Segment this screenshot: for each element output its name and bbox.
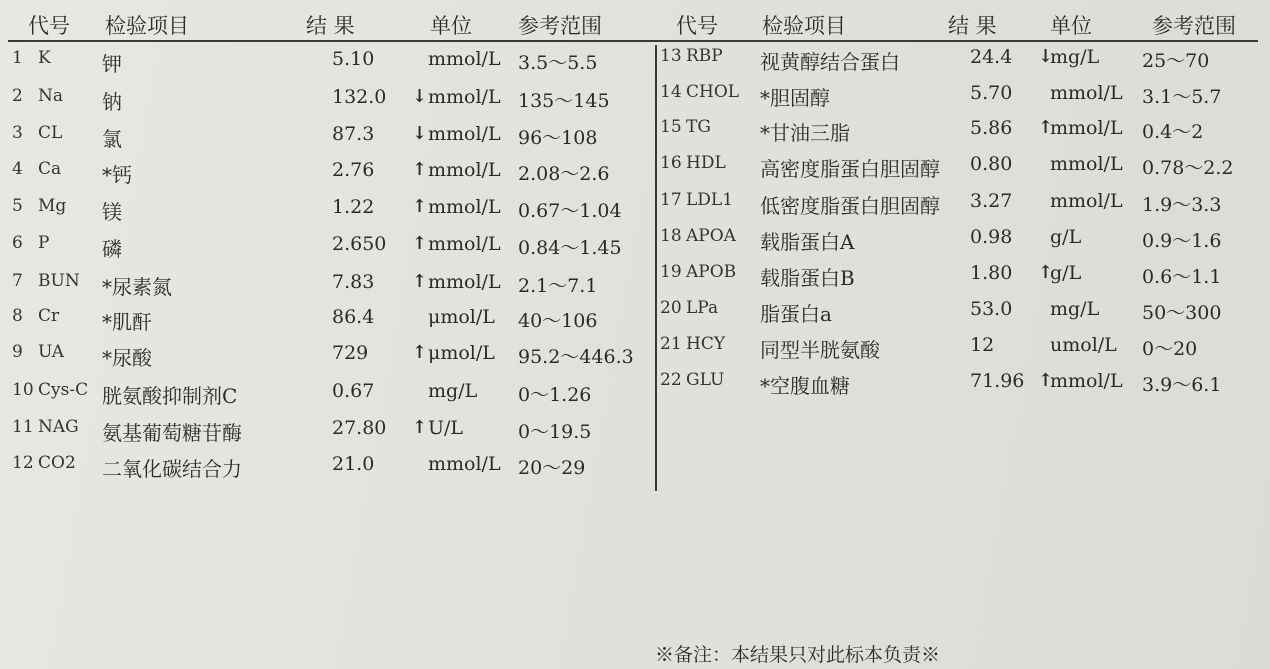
test-code: Na [38,86,64,106]
result-value: 53.0 [970,298,1013,320]
row-number: 10 [12,380,34,400]
header-code: 代号 [676,14,718,38]
row-number: 14 [660,82,682,102]
result-value: 5.70 [970,82,1013,104]
result-value: 0.80 [970,153,1013,175]
row-number: 20 [660,298,682,318]
header-unit: 单位 [1050,14,1092,38]
abnormal-flag: ↑ [1038,262,1054,283]
header-item: 检验项目 [762,14,846,38]
test-name: 同型半胱氨酸 [760,338,880,362]
test-code: K [38,48,51,68]
header-unit: 单位 [430,14,472,38]
test-code: APOB [686,262,737,282]
row-number: 7 [12,271,23,291]
test-name: 磷 [102,237,122,261]
reference-range: 40～106 [518,310,598,332]
reference-range: 0.78～2.2 [1142,157,1234,179]
reference-range: 3.9～6.1 [1142,374,1222,396]
reference-range: 0.4～2 [1142,121,1204,143]
unit-label: mmol/L [428,123,501,145]
reference-range: 2.08～2.6 [518,163,610,185]
unit-label: mmol/L [428,86,501,108]
test-name: 镁 [102,200,122,224]
header-divider [8,40,1258,42]
table-header-right [0,4,1270,40]
row-number: 8 [12,306,23,326]
test-name: 载脂蛋白B [760,266,855,290]
test-code: RBP [686,46,723,66]
unit-label: mmol/L [428,48,501,70]
test-code: HCY [686,334,726,354]
test-name: 低密度脂蛋白胆固醇 [760,194,940,218]
result-value: 5.86 [970,117,1013,139]
row-number: 19 [660,262,682,282]
test-code: LPa [686,298,719,318]
unit-label: mmol/L [428,271,501,293]
abnormal-flag: ↑ [412,196,428,217]
header-range: 参考范围 [1152,14,1236,38]
test-code: TG [686,117,711,137]
test-name: *尿素氮 [102,275,172,299]
table-row [0,298,1270,334]
test-name: *钙 [102,163,132,187]
result-value: 0.67 [332,380,375,402]
table-row [0,262,1270,298]
result-value: 1.22 [332,196,375,218]
abnormal-flag: ↓ [412,86,428,107]
reference-range: 96～108 [518,127,598,149]
test-name: 脂蛋白a [760,302,832,326]
report-footnote: ※备注：本结果只对此标本负责※ [655,644,941,666]
abnormal-flag: ↑ [412,233,428,254]
table-row [0,46,1270,82]
test-name: *胆固醇 [760,86,830,110]
row-number: 13 [660,46,682,66]
unit-label: mg/L [428,380,478,402]
unit-label: mmol/L [1050,117,1123,139]
unit-label: g/L [1050,262,1082,284]
result-value: 7.83 [332,271,375,293]
test-code: BUN [38,271,80,291]
row-number: 21 [660,334,682,354]
result-value: 87.3 [332,123,375,145]
result-value: 27.80 [332,417,387,439]
test-name: *甘油三脂 [760,121,850,145]
test-code: P [38,233,50,253]
reference-range: 3.5～5.5 [518,52,598,74]
row-number: 9 [12,342,23,362]
row-number: 22 [660,370,682,390]
test-code: Cys-C [38,380,89,400]
test-name: *尿酸 [102,346,152,370]
abnormal-flag: ↓ [1038,46,1054,67]
reference-range: 0.9～1.6 [1142,230,1222,252]
reference-range: 50～300 [1142,302,1222,324]
test-code: HDL [686,153,726,173]
test-name: *空腹血糖 [760,374,850,398]
result-value: 86.4 [332,306,375,328]
row-number: 3 [12,123,23,143]
result-value: 71.96 [970,370,1025,392]
test-code: CL [38,123,63,143]
unit-label: umol/L [1050,334,1117,356]
test-code: Cr [38,306,60,326]
unit-label: mmol/L [1050,190,1123,212]
table-row [0,153,1270,189]
test-code: Mg [38,196,67,216]
test-name: 钾 [102,52,122,76]
table-row [0,453,655,489]
header-item: 检验项目 [105,14,189,38]
result-value: 24.4 [970,46,1013,68]
unit-label: mg/L [1050,298,1100,320]
test-name: 视黄醇结合蛋白 [760,50,900,74]
row-number: 6 [12,233,23,253]
abnormal-flag: ↑ [1038,117,1054,138]
unit-label: mmol/L [428,233,501,255]
header-result: 结 果 [948,14,997,38]
table-row [0,370,1270,406]
unit-label: μmol/L [428,306,495,328]
result-value: 729 [332,342,369,364]
table-row [0,226,1270,262]
reference-range: 0.6～1.1 [1142,266,1222,288]
header-result: 结 果 [306,14,355,38]
test-code: NAG [38,417,79,437]
table-row [0,190,1270,226]
table-row [0,417,655,453]
unit-label: g/L [1050,226,1082,248]
unit-label: mmol/L [428,196,501,218]
result-value: 132.0 [332,86,387,108]
reference-range: 0～20 [1142,338,1198,360]
result-value: 12 [970,334,995,356]
reference-range: 0.67～1.04 [518,200,622,222]
reference-range: 135～145 [518,90,610,112]
test-name: 氯 [102,127,122,151]
test-name: 钠 [102,90,122,114]
reference-range: 0～19.5 [518,421,592,443]
row-number: 11 [12,417,34,437]
result-value: 5.10 [332,48,375,70]
test-name: *肌酐 [102,310,152,334]
row-number: 5 [12,196,23,216]
result-value: 2.650 [332,233,387,255]
reference-range: 1.9～3.3 [1142,194,1222,216]
result-value: 21.0 [332,453,375,475]
reference-range: 0.84～1.45 [518,237,622,259]
test-name: 氨基葡萄糖苷酶 [102,421,242,445]
test-code: GLU [686,370,725,390]
table-row [0,117,1270,153]
unit-label: mg/L [1050,46,1100,68]
header-code: 代号 [28,14,70,38]
reference-range: 0～1.26 [518,384,592,406]
abnormal-flag: ↑ [1038,370,1054,391]
abnormal-flag: ↑ [412,417,428,438]
reference-range: 95.2～446.3 [518,346,634,368]
row-number: 2 [12,86,23,106]
reference-range: 20～29 [518,457,586,479]
test-name: 载脂蛋白A [760,230,855,254]
test-name: 二氧化碳结合力 [102,457,242,481]
abnormal-flag: ↑ [412,342,428,363]
row-number: 15 [660,117,682,137]
test-code: LDL1 [686,190,734,210]
test-code: Ca [38,159,62,179]
abnormal-flag: ↑ [412,159,428,180]
reference-range: 2.1～7.1 [518,275,598,297]
unit-label: mmol/L [1050,370,1123,392]
reference-range: 25～70 [1142,50,1210,72]
result-value: 1.80 [970,262,1013,284]
result-value: 2.76 [332,159,375,181]
result-value: 0.98 [970,226,1013,248]
test-code: CO2 [38,453,76,473]
test-code: CHOL [686,82,740,102]
unit-label: U/L [428,417,464,439]
result-value: 3.27 [970,190,1013,212]
unit-label: mmol/L [1050,153,1123,175]
test-name: 胱氨酸抑制剂C [102,384,238,408]
unit-label: mmol/L [428,453,501,475]
test-name: 高密度脂蛋白胆固醇 [760,157,940,181]
abnormal-flag: ↓ [412,123,428,144]
unit-label: mmol/L [428,159,501,181]
row-number: 4 [12,159,23,179]
unit-label: mmol/L [1050,82,1123,104]
header-range: 参考范围 [518,14,602,38]
reference-range: 3.1～5.7 [1142,86,1222,108]
test-code: APOA [686,226,736,246]
test-code: UA [38,342,65,362]
abnormal-flag: ↑ [412,271,428,292]
row-number: 18 [660,226,682,246]
unit-label: μmol/L [428,342,495,364]
row-number: 1 [12,48,23,68]
table-row [0,82,1270,118]
row-number: 17 [660,190,682,210]
table-row [0,334,1270,370]
row-number: 16 [660,153,682,173]
row-number: 12 [12,453,34,473]
